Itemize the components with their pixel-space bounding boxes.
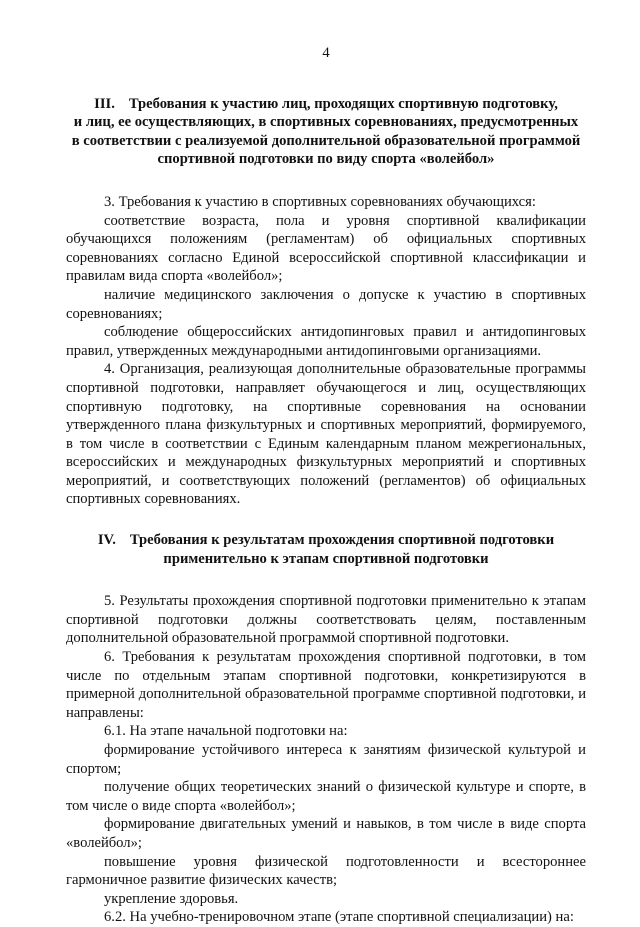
paragraph: повышение уровня физической подготовленности и всестороннее гармоничное развитие физических качеств; bbox=[66, 853, 586, 889]
section-3-title-line-1: Требования к участию лиц, проходящих спортивную подготовку, bbox=[128, 95, 558, 112]
section-3-title-line-4: спортивной подготовки по виду спорта «волейбол» bbox=[157, 151, 495, 168]
paragraph: 6. Требования к результатам прохождения спортивной подготовки, в том числе по отдельным этапам спортивной подготовки, конкретизируются в примерной дополнительной образовательной программе спортивной подготовки, и направлены: bbox=[66, 649, 586, 721]
paragraph: наличие медицинского заключения о допуске к участию в спортивных соревнованиях; bbox=[66, 286, 586, 322]
section-4-title-line-2: применительно к этапам спортивной подготовки bbox=[163, 550, 489, 567]
paragraph: формирование устойчивого интереса к занятиям физической культурой и спортом; bbox=[66, 742, 586, 777]
paragraph: формирование двигательных умений и навыков, в том числе в виде спорта «волейбол»; bbox=[66, 816, 586, 851]
section-3-body bbox=[66, 193, 586, 509]
paragraph: 3. Требования к участию в спортивных соревнованиях обучающихся: bbox=[104, 193, 536, 210]
section-3-number: III. bbox=[94, 95, 115, 112]
paragraph: 6.1. На этапе начальной подготовки на: bbox=[104, 723, 348, 740]
section-3-title-line-3: в соответствии с реализуемой дополнительной образовательной программой bbox=[71, 132, 581, 149]
paragraph: 6.2. На учебно-тренировочном этапе (этапе спортивной специализации) на: bbox=[104, 909, 574, 926]
section-3-title-line-2: и лиц, ее осуществляющих, в спортивных соревнованиях, предусмотренных bbox=[73, 114, 579, 131]
paragraph: соответствие возраста, пола и уровня спортивной квалификации обучающихся положениям (регламентам) об официальных спортивных соревнованиях согласно Единой всероссийской спортивной классификации и правилам вида спорта «волейбол»; bbox=[66, 212, 586, 285]
paragraph: 4. Организация, реализующая дополнительные образовательные программы спортивной подготовки, направляет обучающегося и лиц, осуществляющих спортивную подготовку, на спортивные соревнования на основании утвержденного плана физкультурных и спортивных мероприятий, формируемого, в том числе в соответствии с Единым календарным планом межрегиональных, всероссийских и международных физкультурных мероприятий и спортивных мероприятий, и соответствующих положений (регламентов) об официальных спортивных соревнованиях. bbox=[66, 361, 586, 508]
paragraph: соблюдение общероссийских антидопинговых правил и антидопинговых правил, утвержденных международными антидопинговыми организациями. bbox=[66, 324, 586, 359]
section-3-heading bbox=[66, 95, 586, 169]
paragraph: получение общих теоретических знаний о физической культуре и спорте, в том числе о виде спорта «волейбол»; bbox=[66, 779, 586, 814]
page-number: 4 bbox=[322, 45, 330, 61]
section-4-title-line-1: Требования к результатам прохождения спортивной подготовки bbox=[129, 532, 555, 549]
paragraph: 5. Результаты прохождения спортивной подготовки применительно к этапам спортивной подготовки должны соответствовать целям, поставленным дополнительной образовательной программой спортивной подготовки. bbox=[66, 593, 586, 647]
paragraph: укрепление здоровья. bbox=[104, 890, 239, 907]
section-4-number: IV. bbox=[97, 532, 116, 549]
section-4-heading bbox=[66, 531, 586, 568]
section-4-body bbox=[66, 592, 586, 927]
